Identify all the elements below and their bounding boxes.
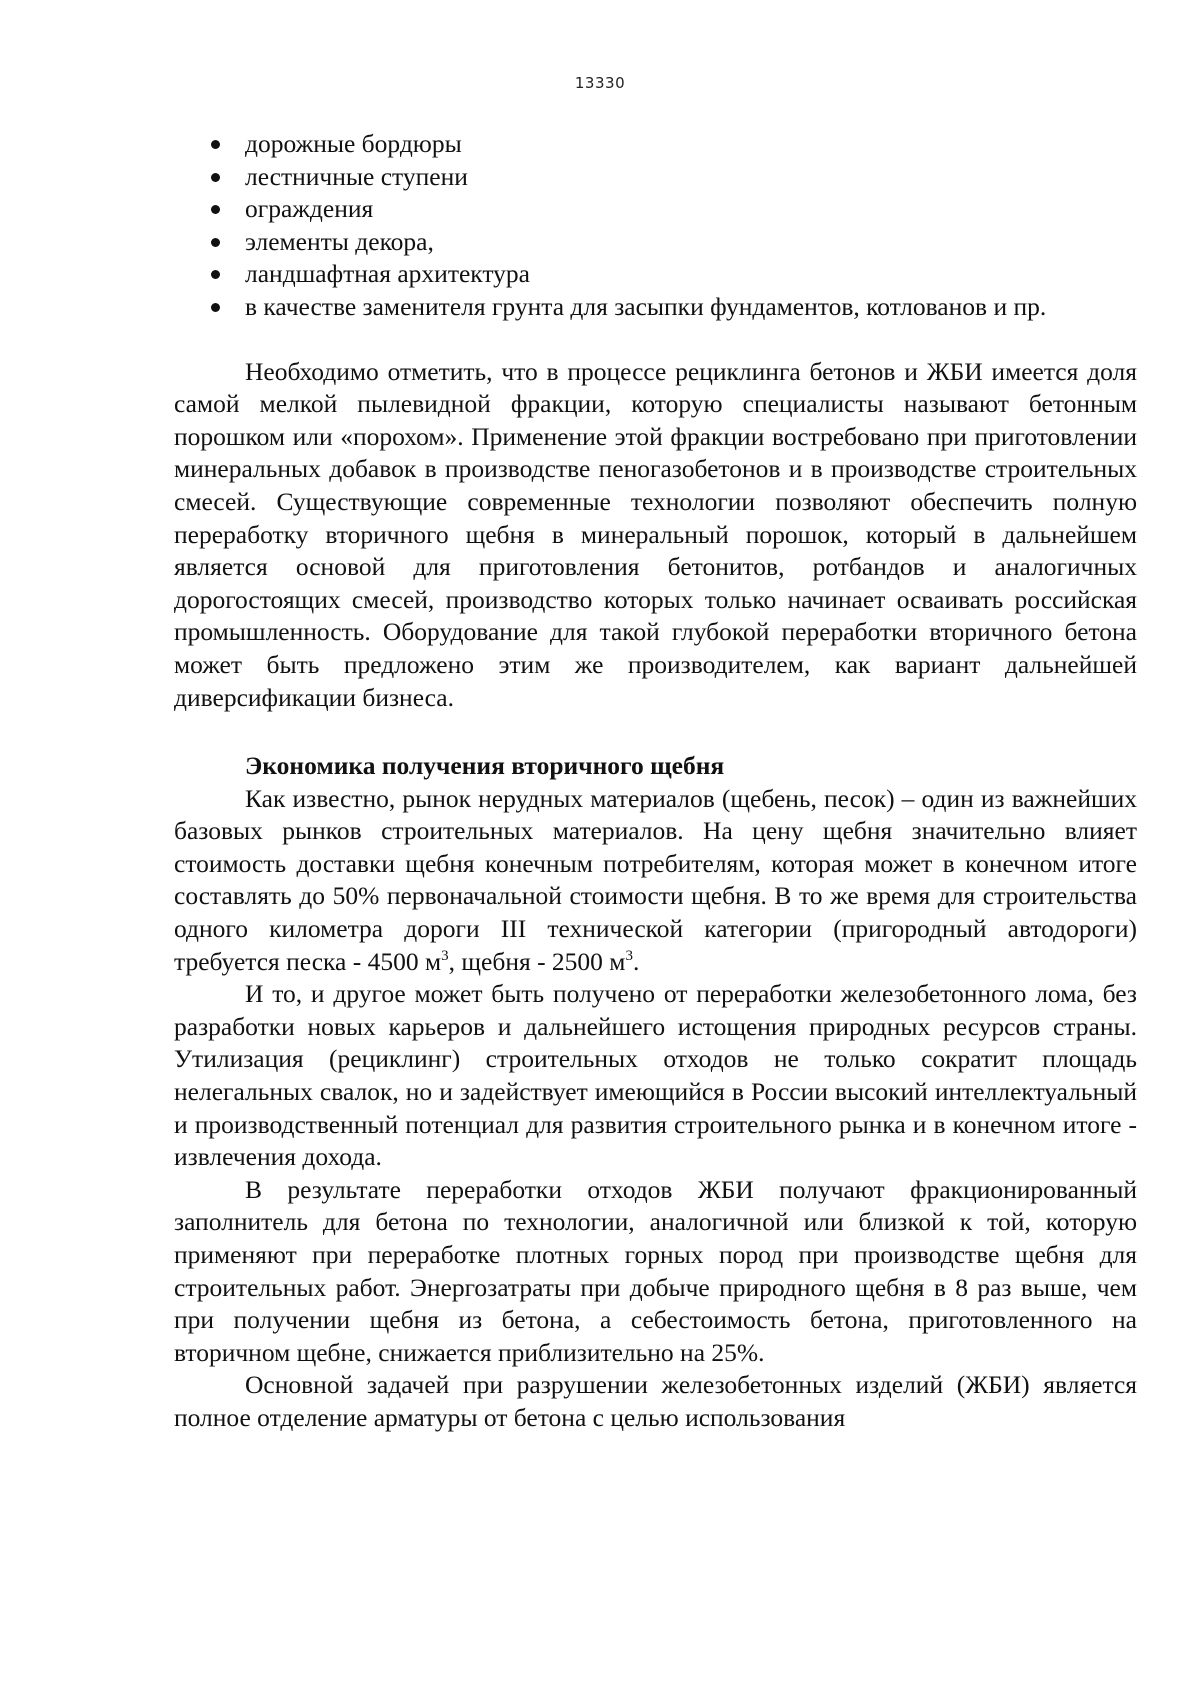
page-number: 13330 — [574, 74, 626, 92]
bullet-icon — [211, 238, 220, 247]
bullet-icon — [211, 205, 220, 214]
paragraph-main-task: Основной задачей при разрушении железобетонных изделий (ЖБИ) является полное отделение арматуры от бетона с целью использования — [174, 1370, 1137, 1432]
list-item: ландшафтная архитектура — [174, 258, 1137, 291]
list-item: в качестве заменителя грунта для засыпки фундаментов, котлованов и пр. — [174, 291, 1137, 324]
list-item: лестничные ступени — [174, 161, 1137, 194]
bullet-icon — [211, 303, 220, 312]
document-body — [174, 128, 1137, 1435]
section-heading: Экономика получения вторичного щебня — [245, 751, 725, 781]
bullet-icon — [211, 270, 220, 279]
paragraph-processing: В результате переработки отходов ЖБИ получают фракционированный заполнитель для бетона по технологии, аналогичной или близкой к той, которую применяют при переработке плотных горных пород при производстве щебня для строительных работ. Энергозатраты при добыче природного щебня в 8 раз выше, чем при получении щебня из бетона, а себестоимость бетона, приготовленного на вторичном щебне, снижается приблизительно на 25%. — [174, 1174, 1137, 1367]
paragraph-market: Как известно, рынок нерудных материалов (щебень, песок) – один из важнейших базовых рынков строительных материалов. На цену щебня значительно влияет стоимость доставки щебня конечным потребителям, которая может в конечном итоге составлять до 50% первоначальной стоимости щебня. В то же время для строительства одного километра дороги III технической категории (пригородный автодороги) требуется песка - 4500 $м^3$, щебня - 2500 $м^3$. — [174, 783, 1137, 976]
list-item: элементы декора, — [174, 226, 1137, 259]
bullet-icon — [211, 140, 220, 149]
bullet-icon — [211, 173, 220, 182]
list-item: ограждения — [174, 193, 1137, 226]
paragraph-recycling-powder: Необходимо отметить, что в процессе рециклинга бетонов и ЖБИ имеется доля самой мелкой пылевидной фракции, которую специалисты называют бетонным порошком или «порохом». Применение этой фракции востребовано при приготовлении минеральных добавок в производстве пеногазобетонов и в производстве строительных смесей. Существующие современные технологии позволяют обеспечить полную переработку вторичного щебня в минеральный порошок, который в дальнейшем является основой для приготовления бетонитов, ротбандов и аналогичных дорогостоящих смесей, производство которых только начинает осваивать российская промышленность. Оборудование для такой глубокой переработки вторичного бетона может быть предложено этим же производителем, как вариант дальнейшей диверсификации бизнеса. — [174, 356, 1137, 712]
list-item: дорожные бордюры — [174, 128, 1137, 161]
paragraph-resources: И то, и другое может быть получено от переработки железобетонного лома, без разработки новых карьеров и дальнейшего истощения природных ресурсов страны. Утилизация (рециклинг) строительных отходов не только сократит площадь нелегальных свалок, но и задействует имеющийся в России высокий интеллектуальный и производственный потенциал для развития строительного рынка и в конечном итоге - извлечения дохода. — [174, 979, 1137, 1172]
bullet-list — [174, 128, 1137, 324]
